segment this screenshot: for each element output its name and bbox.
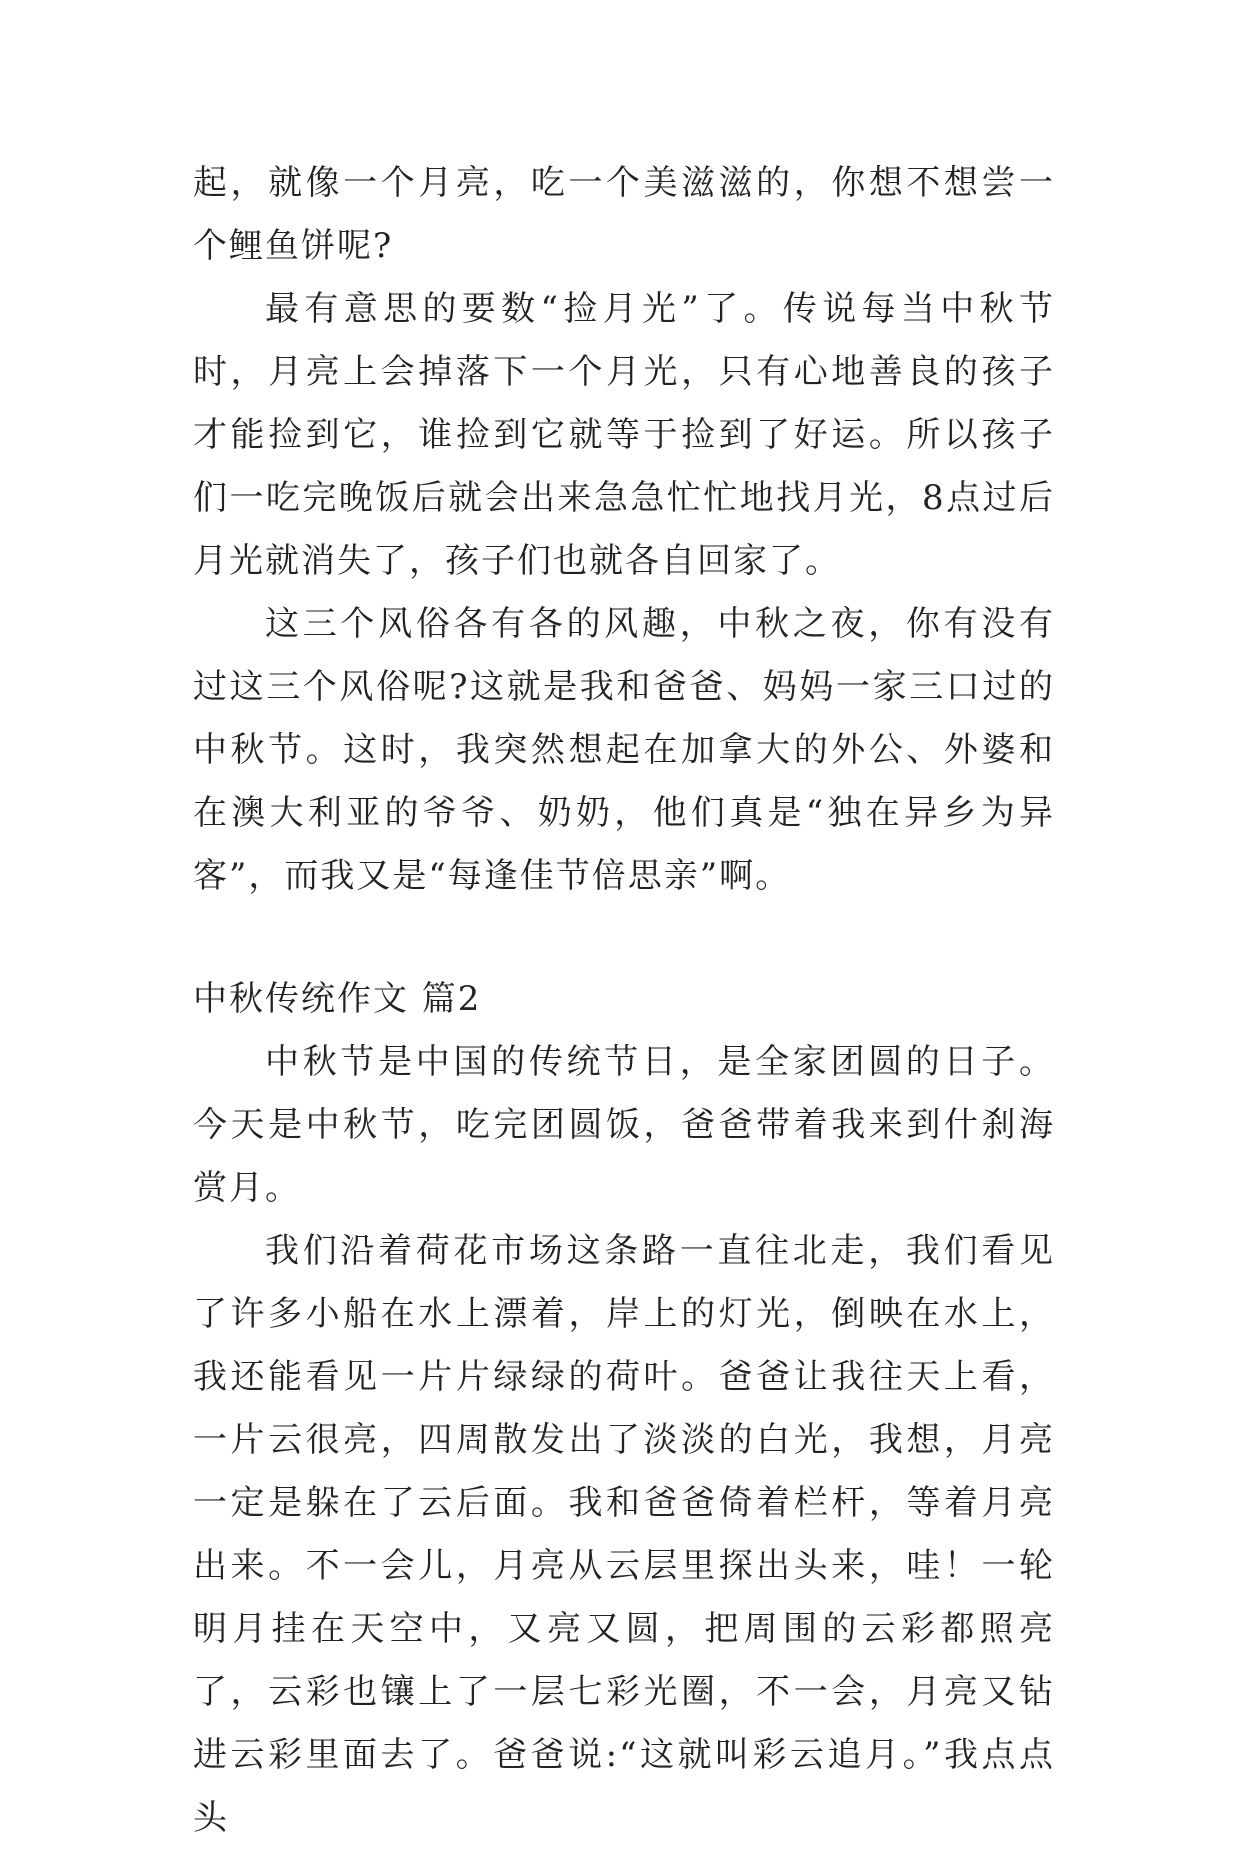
paragraph-continuation: 起，就像一个月亮，吃一个美滋滋的，你想不想尝一个鲤鱼饼呢? (193, 163, 1055, 266)
paragraph-three-customs: 这三个风俗各有各的风趣，中秋之夜，你有没有过这三个风俗呢?这就是我和爸爸、妈妈一家三口过的中秋节。这时，我突然想起在加拿大的外公、外婆和在澳大利亚的爷爷、奶奶，他们真是“独在异乡为异客”，而我又是“每逢佳节倍思亲”啊。 (193, 604, 1055, 896)
section-title: 中秋传统作文 篇2 (193, 979, 482, 1019)
paragraph-moonlight-custom: 最有意思的要数“捡月光”了。传说每当中秋节时，月亮上会掉落下一个月光，只有心地善良的孩子才能捡到它，谁捡到它就等于捡到了好运。所以孩子们一吃完晚饭后就会出来急急忙忙地找月光，8点过后月光就消失了，孩子们也就各自回家了。 (193, 289, 1055, 581)
paragraph-festival-intro: 中秋节是中国的传统节日，是全家团圆的日子。今天是中秋节，吃完团圆饭，爸爸带着我来到什刹海赏月。 (193, 1042, 1055, 1208)
document-body (193, 152, 1055, 1850)
paragraph-moon-viewing: 我们沿着荷花市场这条路一直往北走，我们看见了许多小船在水上漂着，岸上的灯光，倒映在水上，我还能看见一片片绿绿的荷叶。爸爸让我往天上看，一片云很亮，四周散发出了淡淡的白光，我想，月亮一定是躲在了云后面。我和爸爸倚着栏杆，等着月亮出来。不一会儿，月亮从云层里探出头来，哇！一轮明月挂在天空中，又亮又圆，把周围的云彩都照亮了，云彩也镶上了一层七彩光圈，不一会，月亮又钻进云彩里面去了。爸爸说:“这就叫彩云追月。”我点点头 (193, 1231, 1055, 1838)
